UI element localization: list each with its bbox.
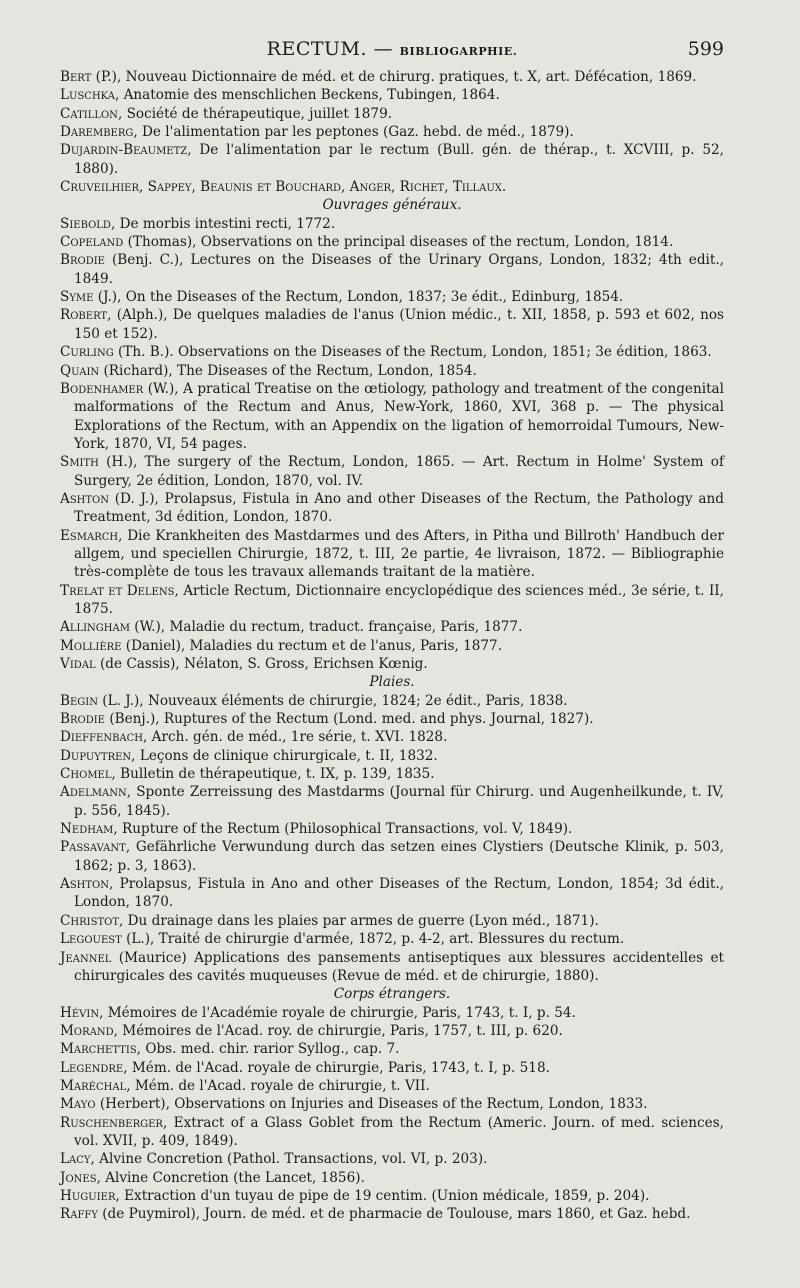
bibliography-entry <box>60 1022 724 1040</box>
entry-citation: , Obs. med. chir. rarior Syllog., cap. 7. <box>136 1041 400 1058</box>
bibliography-entry <box>60 820 724 838</box>
entry-citation: (H.), The surgery of the Rectum, London, 1865. — Art. Rectum in Holme' System of Surgery, 2e édition, London, 1870, vol. IV. <box>74 454 724 489</box>
section-heading: Corps étrangers. <box>333 986 451 1003</box>
entry-author: Legendre <box>60 1059 124 1076</box>
bibliography-entry <box>60 1059 724 1077</box>
entry-author: Nedham <box>60 821 114 838</box>
bibliography-entry <box>60 123 724 141</box>
entry-citation: (Richard), The Diseases of the Rectum, London, 1854. <box>99 362 477 379</box>
bibliography-entry <box>60 692 724 710</box>
running-title <box>60 38 724 60</box>
entry-citation: , Mémoires de l'Acad. roy. de chirurgie, Paris, 1757, t. III, p. 620. <box>113 1022 563 1039</box>
entry-citation: , Société de thérapeutique, juillet 1879. <box>117 105 393 122</box>
entry-citation: (D. J.), Prolapsus, Fistula in Ano and other Diseases of the Rectum, the Pathology and Treatment, 3d édition, London, 1870. <box>74 490 724 526</box>
entry-citation: (Th. B.). Observations on the Diseases of the Rectum, London, 1851; 3e édition, 1863. <box>113 344 712 361</box>
bibliography-entry <box>60 233 724 251</box>
entry-author: Trelat et Delens <box>60 582 175 599</box>
entry-author: Dupuytren <box>60 747 132 764</box>
entry-author: Ruschenberger <box>60 1114 163 1131</box>
entry-citation: , Arch. gén. de méd., 1re série, t. XVI. 1828. <box>143 729 448 746</box>
entry-author: Legouest <box>60 931 122 948</box>
bibliography-entry <box>60 1169 724 1187</box>
entry-author: Chomel <box>60 766 112 783</box>
bibliography-entry <box>60 747 724 765</box>
entry-citation: , Alvine Concretion (the Lancet, 1856). <box>96 1169 365 1186</box>
bibliography-entry <box>60 618 724 636</box>
bibliography-entry <box>60 68 724 86</box>
running-title-sub: BIBLIOGARPHIE. <box>399 45 518 58</box>
bibliography-list <box>60 68 724 1224</box>
entry-author: Christot <box>60 912 119 929</box>
entry-author: Hévin <box>60 1004 100 1021</box>
bibliography-entry <box>60 1150 724 1168</box>
entry-author: Vidal <box>60 656 96 672</box>
entry-citation: (de Cassis), Nélaton, S. Gross, Erichsen Kœnig. <box>95 656 428 672</box>
bibliography-entry <box>60 306 724 343</box>
entry-citation: , De morbis intestini recti, 1772. <box>110 215 336 232</box>
bibliography-entry <box>60 1114 724 1151</box>
entry-citation: (L.), Traité de chirurgie d'armée, 1872, p. 4-2, art. Blessures du rectum. <box>121 931 625 948</box>
entry-citation: , Prolapsus, Fistula in Ano and other Diseases of the Rectum, London, 1854; 3d édit., London, 1870. <box>74 876 724 911</box>
entry-author: Adelmann <box>60 784 127 801</box>
entry-author: Dieffenbach <box>60 729 144 746</box>
bibliography-entry <box>60 1040 724 1058</box>
bibliography-entry <box>60 453 724 490</box>
entry-author: Ashton <box>60 490 110 507</box>
entry-author: Lacy <box>60 1151 91 1168</box>
entry-citation: (Daniel), Maladies du rectum et de l'anus, Paris, 1877. <box>121 637 503 654</box>
entry-citation: , De l'alimentation par le rectum (Bull. gén. de thérap., t. XCVIII, p. 52, 1880). <box>74 142 724 177</box>
bibliography-entry <box>60 288 724 306</box>
entry-citation: , De l'alimentation par les peptones (Gaz. hebd. de méd., 1879). <box>133 124 574 141</box>
entry-author: Syme <box>60 289 94 306</box>
entry-citation: (L. J.), Nouveaux éléments de chirurgie, 1824; 2e édit., Paris, 1838. <box>97 692 568 709</box>
entry-citation: , Rupture of the Rectum (Philosophical Transactions, vol. V, 1849). <box>113 821 573 838</box>
bibliography-entry <box>60 655 724 673</box>
entry-author: Esmarch <box>60 527 119 544</box>
bibliography-entry <box>60 251 724 288</box>
entry-author: Robert <box>60 307 108 324</box>
entry-author: Raffy <box>60 1206 98 1223</box>
bibliography-entry <box>60 1205 724 1223</box>
bibliography-entry <box>60 930 724 948</box>
page-header <box>60 38 724 66</box>
bibliography-entry <box>60 380 724 453</box>
bibliography-entry <box>60 1004 724 1022</box>
entry-author: Morand <box>60 1022 114 1039</box>
entry-citation: (Thomas), Observations on the principal diseases of the rectum, London, 1814. <box>123 234 674 251</box>
entry-author: Smith <box>60 454 99 471</box>
bibliography-entry <box>60 582 724 619</box>
bibliography-entry <box>60 86 724 104</box>
entry-author: Siebold <box>60 215 111 232</box>
entry-author: Copeland <box>60 234 124 251</box>
bibliography-entry <box>60 490 724 527</box>
entry-citation: , Extract of a Glass Goblet from the Rectum (Americ. Journ. of med. sciences, vol. XVII, p. 409, 1849). <box>74 1114 724 1149</box>
entry-citation: (Benj. C.), Lectures on the Diseases of the Urinary Organs, London, 1832; 4th edit., 1849. <box>74 252 724 287</box>
entry-author: Cruveilhier, Sappey, Beaunis et Bouchard, Anger, Richet, Tillaux. <box>60 179 507 196</box>
entry-author: Quain <box>60 362 100 379</box>
entry-author: Marchettis <box>60 1041 137 1058</box>
bibliography-entry <box>60 215 724 233</box>
entry-author: Dujardin-Beaumetz <box>60 142 188 159</box>
entry-citation: , Extraction d'un tuyau de pipe de 19 centim. (Union médicale, 1859, p. 204). <box>115 1187 650 1204</box>
bibliography-entry <box>60 710 724 728</box>
bibliography-entry <box>60 527 724 582</box>
entry-author: Daremberg <box>60 124 134 141</box>
page-number: 599 <box>687 38 724 60</box>
bibliography-entry <box>60 637 724 655</box>
entry-citation: , Mém. de l'Acad. royale de chirurgie, Paris, 1743, t. I, p. 518. <box>123 1059 550 1076</box>
entry-citation: , Anatomie des menschlichen Beckens, Tubingen, 1864. <box>114 87 500 104</box>
entry-author: Mollière <box>60 637 122 654</box>
entry-citation: , Mém. de l'Acad. royale de chirurgie, t. VII. <box>126 1077 430 1094</box>
entry-citation: , Leçons de clinique chirurgicale, t. II, 1832. <box>131 747 438 764</box>
entry-citation: , Du drainage dans les plaies par armes de guerre (Lyon méd., 1871). <box>119 912 599 929</box>
bibliography-entry <box>60 838 724 875</box>
entry-author: Allingham <box>60 619 130 636</box>
entry-citation: (Maurice) Applications des pansements antiseptiques aux blessures accidentelles et chirurgicales des cavités muqueuses (Revue de méd. et de chirurgie, 1880). <box>74 949 724 984</box>
entry-author: Catillon <box>60 105 118 122</box>
bibliography-entry <box>60 765 724 783</box>
entry-author: Luschka <box>60 87 115 104</box>
entry-author: Huguier <box>60 1187 116 1204</box>
bibliography-entry <box>60 912 724 930</box>
entry-author: Brodie <box>60 711 105 728</box>
entry-citation: (W.), A pratical Treatise on the œtiology, pathology and treatment of the congenital malformations of the Rectum and Anus, New-York, 1860, XVI, 368 p. — The physical Explorations of the Rectum, with an Appendix on the ligation of hemorroidal Tumours, New-York, 1870, VI, 54 pages. <box>74 380 724 452</box>
section-heading: Plaies. <box>369 674 415 691</box>
entry-author: Ashton <box>60 876 110 893</box>
entry-citation: , Bulletin de thérapeutique, t. IX, p. 139, 1835. <box>111 766 435 783</box>
entry-citation: (Benj.), Ruptures of the Rectum (Lond. med. and phys. Journal, 1827). <box>105 711 594 728</box>
entry-author: Maréchal <box>60 1077 127 1094</box>
bibliography-entry <box>60 1095 724 1113</box>
entry-citation: , Die Krankheiten des Mastdarmes und des Afters, in Pitha und Billroth' Handbuch der allgem, und speciellen Chirurgie, 1872, t. III, 2e partie, 4e livraison, 1872. — Bibliographie très-complète de tous les travaux allemands traitant de la matière. <box>74 527 724 581</box>
entry-citation: (Herbert), Observations on Injuries and Diseases of the Rectum, London, 1833. <box>95 1096 648 1113</box>
entry-author: Jones <box>60 1169 97 1186</box>
entry-author: Curling <box>60 344 114 361</box>
entry-citation: , Mémoires de l'Académie royale de chirurgie, Paris, 1743, t. I, p. 54. <box>99 1004 576 1021</box>
entry-author: Jeannel <box>60 949 112 966</box>
entry-author: Bodenhamer <box>60 380 144 397</box>
entry-author: Passavant <box>60 839 126 856</box>
bibliography-entry <box>60 343 724 361</box>
entry-author: Brodie <box>60 252 105 269</box>
entry-author: Begin <box>60 692 98 709</box>
bibliography-entry <box>60 1187 724 1205</box>
entry-citation: , Alvine Concretion (Pathol. Transactions, vol. VI, p. 203). <box>90 1151 488 1168</box>
bibliography-entry <box>60 1077 724 1095</box>
entry-author: Mayo <box>60 1096 96 1113</box>
entry-citation: , (Alph.), De quelques maladies de l'anus (Union médic., t. XII, 1858, p. 593 et 602, nos 150 et 152). <box>74 307 724 342</box>
running-title-main: RECTUM. — <box>266 38 400 60</box>
bibliography-entry <box>60 362 724 380</box>
entry-citation: (J.), On the Diseases of the Rectum, London, 1837; 3e édit., Edinburg, 1854. <box>93 289 624 306</box>
bibliography-entry <box>60 875 724 912</box>
entry-citation: , Gefährliche Verwundung durch das setzen eines Clystiers (Deutsche Klinik, p. 503, 1862; p. 3, 1863). <box>74 839 724 874</box>
section-heading: Ouvrages généraux. <box>322 197 462 214</box>
bibliography-entry <box>60 178 724 196</box>
entry-author: Bert <box>60 69 92 85</box>
entry-citation: (de Puymirol), Journ. de méd. et de pharmacie de Toulouse, mars 1860, et Gaz. hebd. <box>97 1206 691 1223</box>
entry-citation: (W.), Maladie du rectum, traduct. française, Paris, 1877. <box>129 619 523 636</box>
bibliography-entry <box>60 728 724 746</box>
bibliography-entry <box>60 783 724 820</box>
bibliography-entry <box>60 105 724 123</box>
bibliography-entry <box>60 141 724 178</box>
bibliography-entry <box>60 949 724 986</box>
entry-citation: (P.), Nouveau Dictionnaire de méd. et de chirurg. pratiques, t. X, art. Défécation, 1869. <box>91 69 697 85</box>
entry-citation: , Sponte Zerreissung des Mastdarms (Journal für Chirurg. und Augenheilkunde, t. IV, p. 556, 1845). <box>74 784 724 819</box>
entry-citation: , Article Rectum, Dictionnaire encyclopédique des sciences méd., 3e série, t. II, 1875. <box>74 582 724 617</box>
